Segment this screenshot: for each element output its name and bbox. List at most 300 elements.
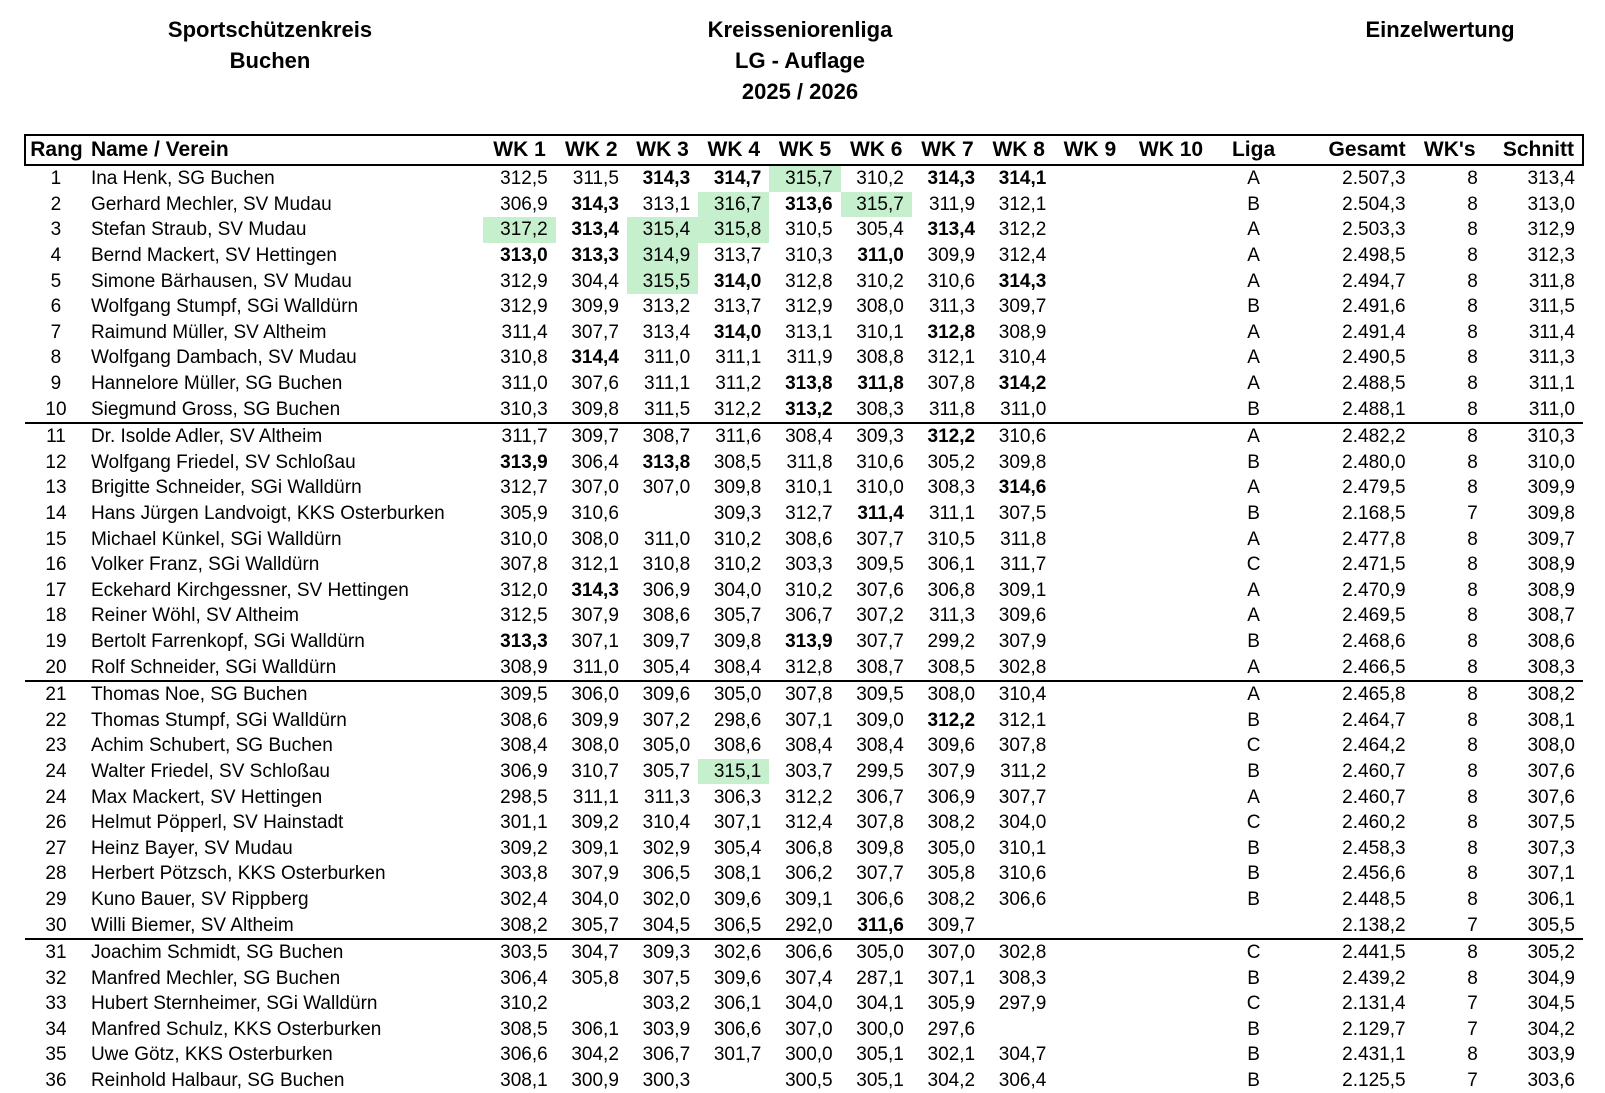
wk1-cell: 306,6 xyxy=(500,1044,548,1066)
wk8-cell: 309,1 xyxy=(998,579,1047,601)
wk9-cell xyxy=(1054,320,1125,346)
name-cell: Joachim Schmidt, SG Buchen xyxy=(87,939,483,966)
wk6-cell: 307,7 xyxy=(856,630,904,652)
wk8-cell: 310,6 xyxy=(983,423,1054,450)
wk3-cell: 310,8 xyxy=(642,554,691,576)
wk2-cell: 308,0 xyxy=(571,528,619,550)
liga-cell: B xyxy=(1247,967,1260,989)
table-row xyxy=(25,939,1583,966)
wk10-cell xyxy=(1126,733,1217,759)
rang-cell: 18 xyxy=(45,605,67,627)
header-left-line-2: Buchen xyxy=(229,48,311,73)
wk5-cell: 312,8 xyxy=(785,270,833,292)
wk6-cell: 305,1 xyxy=(856,1070,904,1092)
wk10-cell xyxy=(1126,396,1217,423)
wk7-cell: 307,1 xyxy=(927,967,976,989)
wk4-cell: 313,7 xyxy=(713,245,762,267)
name-cell: Heinz Bayer, SV Mudau xyxy=(90,837,293,859)
liga-cell xyxy=(1216,912,1290,939)
wk10-cell xyxy=(1126,371,1217,397)
wk7-cell: 311,3 xyxy=(928,605,976,627)
wk7-cell: 311,3 xyxy=(928,296,976,318)
wk2-cell: 309,7 xyxy=(556,423,627,450)
header-center-line-3: 2025 / 2026 xyxy=(741,79,859,104)
wk5-cell: 312,2 xyxy=(785,786,833,808)
liga-cell: B xyxy=(1247,709,1260,731)
wk2-cell: 314,3 xyxy=(571,193,619,215)
table-row xyxy=(25,759,1583,785)
rang-cell: 23 xyxy=(45,735,67,757)
schnitt-cell: 308,6 xyxy=(1527,630,1575,652)
rang-cell: 11 xyxy=(25,423,87,450)
wk2-cell: 304,2 xyxy=(571,1044,619,1066)
wk3-cell: 315,4 xyxy=(627,217,698,243)
liga-cell: B xyxy=(1247,760,1260,782)
table-row xyxy=(25,681,1583,708)
wk5-cell: 308,4 xyxy=(785,735,833,757)
name-cell: Achim Schubert, SG Buchen xyxy=(90,735,333,757)
wk10-cell xyxy=(1126,526,1217,552)
wk3-cell: 311,0 xyxy=(644,528,691,550)
wk1-cell: 313,9 xyxy=(500,451,548,473)
wk1-cell: 310,3 xyxy=(500,398,548,420)
wk6-cell: 307,7 xyxy=(856,863,904,885)
wk10-cell xyxy=(1126,423,1217,450)
wk3-cell: 305,4 xyxy=(642,656,691,678)
wk7-cell: 310,6 xyxy=(927,270,976,292)
wk9-cell xyxy=(1054,784,1125,810)
wk8-cell: 314,2 xyxy=(998,373,1047,395)
wk4-cell: 315,1 xyxy=(698,759,769,785)
wk3-cell: 300,3 xyxy=(642,1070,691,1092)
table-row xyxy=(25,707,1583,733)
wk5-cell: 312,4 xyxy=(785,812,833,834)
liga-cell: B xyxy=(1247,630,1260,652)
wk3-cell: 314,3 xyxy=(642,168,691,190)
wk2-cell: 311,1 xyxy=(572,786,619,808)
wk4-cell: 314,0 xyxy=(713,321,762,343)
wk9-cell xyxy=(1054,501,1125,527)
gesamt-cell: 2.469,5 xyxy=(1342,605,1406,627)
col-header-wk5: WK 5 xyxy=(769,135,840,165)
table-row xyxy=(25,396,1583,423)
rang-cell: 20 xyxy=(45,656,67,678)
wk7-cell: 308,5 xyxy=(927,656,976,678)
table-row xyxy=(25,991,1583,1017)
name-cell: Hubert Sternheimer, SGi Walldürn xyxy=(90,993,378,1015)
wk9-cell xyxy=(1054,991,1125,1017)
wk8-cell: 307,5 xyxy=(998,503,1047,525)
table-row xyxy=(25,861,1583,887)
schnitt-cell: 312,3 xyxy=(1527,245,1575,267)
wk8-cell: 312,1 xyxy=(998,193,1047,215)
wk8-cell: 308,9 xyxy=(998,321,1047,343)
col-header-wk7: WK 7 xyxy=(912,135,983,165)
wk7-cell: 308,0 xyxy=(912,681,983,708)
wk9-cell xyxy=(1054,243,1125,269)
table-row xyxy=(25,320,1583,346)
table-row xyxy=(25,294,1583,320)
name-cell: Volker Franz, SGi Walldürn xyxy=(90,554,320,576)
wk8-cell: 310,1 xyxy=(998,837,1047,859)
wk10-cell xyxy=(1126,501,1217,527)
wk6-cell: 307,6 xyxy=(856,579,904,601)
wk7-cell: 308,2 xyxy=(927,812,976,834)
wks-cell: 8 xyxy=(1414,423,1486,450)
rang-cell: 6 xyxy=(50,296,62,318)
wk1-cell: 309,5 xyxy=(483,681,555,708)
name-cell: Simone Bärhausen, SV Mudau xyxy=(90,270,352,292)
liga-cell: B xyxy=(1247,193,1260,215)
wk3-cell: 311,5 xyxy=(644,398,691,420)
wk2-cell: 307,7 xyxy=(571,321,619,343)
wk2-cell: 307,9 xyxy=(571,605,619,627)
liga-cell: B xyxy=(1247,503,1260,525)
wk4-cell: 309,6 xyxy=(713,888,762,910)
wks-cell: 7 xyxy=(1467,1018,1478,1040)
gesamt-cell: 2.448,5 xyxy=(1342,888,1406,910)
wk1-cell: 308,1 xyxy=(500,1070,548,1092)
table-row xyxy=(25,371,1583,397)
wk5-cell: 303,7 xyxy=(785,760,833,782)
wk9-cell xyxy=(1054,371,1125,397)
wk8-cell: 310,6 xyxy=(998,863,1047,885)
wks-cell: 8 xyxy=(1414,939,1486,966)
wk6-cell: 307,7 xyxy=(856,528,904,550)
rang-cell: 29 xyxy=(45,888,67,910)
wk7-cell: 312,2 xyxy=(927,709,976,731)
wk8-cell: 302,8 xyxy=(998,656,1047,678)
schnitt-cell: 313,0 xyxy=(1527,193,1575,215)
wk1-cell: 310,0 xyxy=(500,528,548,550)
wks-cell: 8 xyxy=(1467,347,1478,369)
wk2-cell: 310,6 xyxy=(571,503,619,525)
table-row xyxy=(25,526,1583,552)
wk10-cell xyxy=(1126,320,1217,346)
liga-cell: A xyxy=(1247,605,1260,627)
wk2-cell: 309,8 xyxy=(571,398,619,420)
wks-cell: 8 xyxy=(1467,863,1478,885)
wk9-cell xyxy=(1054,450,1125,476)
wk5-cell: 312,8 xyxy=(785,656,833,678)
wk6-cell: 310,1 xyxy=(856,321,904,343)
wk8-cell: 310,4 xyxy=(998,347,1047,369)
wk10-cell xyxy=(1126,1068,1217,1093)
wk9-cell xyxy=(1054,707,1125,733)
wk4-cell: 306,3 xyxy=(713,786,762,808)
wk3-cell: 306,9 xyxy=(642,579,691,601)
wk2-cell: 305,8 xyxy=(571,967,619,989)
wk9-cell xyxy=(1054,345,1125,371)
wk8-cell: 314,6 xyxy=(998,477,1047,499)
wk3-cell: 307,5 xyxy=(642,967,691,989)
wk5-cell: 313,1 xyxy=(785,321,833,343)
gesamt-cell: 2.465,8 xyxy=(1291,681,1414,708)
col-header-wk2: WK 2 xyxy=(556,135,627,165)
wk5-cell: 304,0 xyxy=(785,993,833,1015)
wk5-cell: 307,8 xyxy=(769,681,840,708)
name-cell: Rolf Schneider, SGi Walldürn xyxy=(90,656,337,678)
wk5-cell: 308,4 xyxy=(769,423,840,450)
wk6-cell: 308,8 xyxy=(856,347,904,369)
wk1-cell: 308,4 xyxy=(500,735,548,757)
liga-cell: A xyxy=(1247,168,1260,190)
standings-table xyxy=(24,134,1584,1093)
wk8-cell: 312,4 xyxy=(998,245,1047,267)
liga-cell: A xyxy=(1216,681,1290,708)
schnitt-cell: 303,6 xyxy=(1527,1070,1575,1092)
wk1-cell: 302,4 xyxy=(500,888,548,910)
wk7-cell: 313,4 xyxy=(927,219,976,241)
wk8-cell: 312,1 xyxy=(998,709,1047,731)
name-cell: Thomas Stumpf, SGi Walldürn xyxy=(90,709,347,731)
wk10-cell xyxy=(1126,450,1217,476)
wk1-cell: 308,5 xyxy=(500,1018,548,1040)
header-right xyxy=(1330,14,1550,45)
rang-cell: 15 xyxy=(45,528,67,550)
header-row xyxy=(25,135,1583,165)
rang-cell: 28 xyxy=(45,863,67,885)
wks-cell: 7 xyxy=(1467,914,1478,936)
wk2-cell: 307,9 xyxy=(571,863,619,885)
wk2-cell: 307,1 xyxy=(571,630,619,652)
wk7-cell: 299,2 xyxy=(927,630,976,652)
wk9-cell xyxy=(1054,861,1125,887)
table-row xyxy=(25,243,1583,269)
table-row xyxy=(25,268,1583,294)
schnitt-cell: 311,1 xyxy=(1528,373,1575,395)
wk10-cell xyxy=(1126,707,1217,733)
wks-cell: 8 xyxy=(1467,1044,1478,1066)
rang-cell: 35 xyxy=(45,1044,67,1066)
gesamt-cell: 2.490,5 xyxy=(1342,347,1406,369)
wk6-cell: 309,5 xyxy=(841,681,912,708)
liga-cell: B xyxy=(1247,1044,1260,1066)
liga-cell: A xyxy=(1247,786,1260,808)
name-cell: Willi Biemer, SV Altheim xyxy=(90,914,294,936)
schnitt-cell: 309,8 xyxy=(1527,503,1575,525)
table-row xyxy=(25,912,1583,939)
wk8-cell: 311,7 xyxy=(1000,554,1047,576)
wk7-cell: 307,0 xyxy=(912,939,983,966)
wks-cell: 8 xyxy=(1467,967,1478,989)
wk5-cell: 310,2 xyxy=(785,579,833,601)
wks-cell: 8 xyxy=(1467,398,1478,420)
wk7-cell: 311,9 xyxy=(928,193,976,215)
wk1-cell: 310,2 xyxy=(500,993,548,1015)
wks-cell: 8 xyxy=(1467,451,1478,473)
schnitt-cell: 311,4 xyxy=(1528,321,1575,343)
table-row xyxy=(25,810,1583,836)
wk1-cell: 313,3 xyxy=(500,630,548,652)
wk3-cell: 315,5 xyxy=(627,268,698,294)
rang-cell: 27 xyxy=(45,837,67,859)
wk2-cell xyxy=(556,991,627,1017)
wk4-cell: 309,8 xyxy=(713,477,762,499)
wk6-cell: 305,1 xyxy=(856,1044,904,1066)
wk6-cell: 310,2 xyxy=(856,168,904,190)
schnitt-cell: 308,1 xyxy=(1527,709,1575,731)
name-cell: Bernd Mackert, SV Hettingen xyxy=(90,245,338,267)
wk1-cell: 312,5 xyxy=(500,168,548,190)
wk10-cell xyxy=(1126,192,1217,218)
wk3-cell: 313,8 xyxy=(642,451,691,473)
wk10-cell xyxy=(1126,268,1217,294)
wk9-cell xyxy=(1054,759,1125,785)
wk6-cell: 315,7 xyxy=(841,192,912,218)
table-row xyxy=(25,1017,1583,1043)
wk4-cell: 309,6 xyxy=(713,967,762,989)
wk10-cell xyxy=(1126,294,1217,320)
name-cell: Hans Jürgen Landvoigt, KKS Osterburken xyxy=(90,503,445,525)
schnitt-cell: 308,9 xyxy=(1527,579,1575,601)
wk8-cell: 308,3 xyxy=(998,967,1047,989)
liga-cell: A xyxy=(1216,423,1290,450)
wks-cell: 7 xyxy=(1467,503,1478,525)
liga-cell: C xyxy=(1246,812,1261,834)
wk5-cell: 306,2 xyxy=(785,863,833,885)
wk2-cell: 312,1 xyxy=(571,554,619,576)
schnitt-cell: 309,9 xyxy=(1527,477,1575,499)
wks-cell: 8 xyxy=(1467,219,1478,241)
wk1-cell: 317,2 xyxy=(483,217,555,243)
table-header xyxy=(25,135,1583,165)
rang-cell: 4 xyxy=(50,245,62,267)
wk2-cell: 300,9 xyxy=(571,1070,619,1092)
schnitt-cell: 304,5 xyxy=(1527,993,1575,1015)
wk1-cell: 306,4 xyxy=(500,967,548,989)
schnitt-cell: 311,5 xyxy=(1528,296,1575,318)
header-right-line-1: Einzelwertung xyxy=(1365,17,1515,42)
wks-cell: 8 xyxy=(1467,554,1478,576)
wk9-cell xyxy=(1054,835,1125,861)
rang-cell: 10 xyxy=(45,398,67,420)
schnitt-cell: 309,7 xyxy=(1527,528,1575,550)
name-cell: Reiner Wöhl, SV Altheim xyxy=(90,605,299,627)
rang-cell: 24 xyxy=(45,786,67,808)
wk4-cell: 306,6 xyxy=(713,1018,762,1040)
wk3-cell: 305,0 xyxy=(642,735,691,757)
name-cell: Eckehard Kirchgessner, SV Hettingen xyxy=(90,579,409,601)
name-cell: Gerhard Mechler, SV Mudau xyxy=(90,193,332,215)
table-row xyxy=(25,192,1583,218)
wks-cell: 8 xyxy=(1467,296,1478,318)
wks-cell: 8 xyxy=(1467,270,1478,292)
gesamt-cell: 2.470,9 xyxy=(1342,579,1406,601)
wk8-cell: 311,2 xyxy=(1000,760,1047,782)
wk6-cell: 307,8 xyxy=(856,812,904,834)
wk7-cell: 304,2 xyxy=(927,1070,976,1092)
table-row xyxy=(25,578,1583,604)
wk2-cell: 311,0 xyxy=(572,656,619,678)
wk6-cell: 306,6 xyxy=(856,888,904,910)
wk10-cell xyxy=(1126,810,1217,836)
rang-cell: 34 xyxy=(45,1018,67,1040)
rang-cell: 9 xyxy=(50,373,62,395)
wk9-cell xyxy=(1054,475,1125,501)
name-cell: Siegmund Gross, SG Buchen xyxy=(90,398,341,420)
wk5-cell: 292,0 xyxy=(785,914,833,936)
schnitt-cell: 304,2 xyxy=(1527,1018,1575,1040)
wk5-cell: 306,7 xyxy=(785,605,833,627)
wk8-cell xyxy=(983,912,1054,939)
schnitt-cell: 306,1 xyxy=(1527,888,1575,910)
name-cell: Stefan Straub, SV Mudau xyxy=(90,219,307,241)
name-cell: Brigitte Schneider, SGi Walldürn xyxy=(90,477,362,499)
header-center-line-1: Kreisseniorenliga xyxy=(707,17,893,42)
wk8-cell: 304,7 xyxy=(998,1044,1047,1066)
wk8-cell: 309,8 xyxy=(998,451,1047,473)
schnitt-cell: 308,7 xyxy=(1527,605,1575,627)
liga-cell: A xyxy=(1247,270,1260,292)
wks-cell: 8 xyxy=(1467,528,1478,550)
wk5-cell: 310,5 xyxy=(785,219,833,241)
col-header-schnitt: Schnitt xyxy=(1486,135,1583,165)
wk8-cell: 312,2 xyxy=(998,219,1047,241)
wks-cell: 8 xyxy=(1467,373,1478,395)
gesamt-cell: 2.458,3 xyxy=(1342,837,1406,859)
wk3-cell: 303,2 xyxy=(642,993,691,1015)
table-row xyxy=(25,1068,1583,1093)
wks-cell: 8 xyxy=(1467,477,1478,499)
wk6-cell: 305,0 xyxy=(841,939,912,966)
liga-cell: C xyxy=(1246,735,1261,757)
wk9-cell xyxy=(1054,526,1125,552)
wk5-cell: 307,0 xyxy=(785,1018,833,1040)
wk5-cell: 308,6 xyxy=(785,528,833,550)
name-cell: Helmut Pöpperl, SV Hainstadt xyxy=(90,812,344,834)
schnitt-cell: 308,9 xyxy=(1527,554,1575,576)
wks-cell: 8 xyxy=(1467,786,1478,808)
header-center xyxy=(640,14,960,107)
col-header-wk6: WK 6 xyxy=(841,135,912,165)
wk4-cell: 308,4 xyxy=(713,656,762,678)
wk2-cell: 309,9 xyxy=(571,709,619,731)
wk9-cell xyxy=(1054,887,1125,913)
wk10-cell xyxy=(1126,475,1217,501)
name-cell: Wolfgang Friedel, SV Schloßau xyxy=(90,451,356,473)
wk10-cell xyxy=(1126,629,1217,655)
col-header-wk1: WK 1 xyxy=(483,135,555,165)
wk9-cell xyxy=(1054,165,1125,192)
gesamt-cell: 2.494,7 xyxy=(1342,270,1406,292)
wk1-cell: 312,9 xyxy=(500,296,548,318)
wk6-cell: 299,5 xyxy=(856,760,904,782)
gesamt-cell: 2.498,5 xyxy=(1342,245,1406,267)
wks-cell: 8 xyxy=(1467,760,1478,782)
wk9-cell xyxy=(1054,603,1125,629)
wk2-cell: 304,4 xyxy=(571,270,619,292)
gesamt-cell: 2.482,2 xyxy=(1291,423,1414,450)
table-row xyxy=(25,165,1583,192)
table-row xyxy=(25,423,1583,450)
wk7-cell: 307,9 xyxy=(927,760,976,782)
wk3-cell: 308,6 xyxy=(642,605,691,627)
wk3-cell: 313,2 xyxy=(642,296,691,318)
wk4-cell: 310,2 xyxy=(713,528,762,550)
wk5-cell: 309,1 xyxy=(785,888,833,910)
wk4-cell: 308,6 xyxy=(713,735,762,757)
wk10-cell xyxy=(1126,681,1217,708)
wks-cell: 8 xyxy=(1467,656,1478,678)
standings-table-wrapper xyxy=(24,134,1584,1093)
wk7-cell: 309,6 xyxy=(927,735,976,757)
wk1-cell: 307,8 xyxy=(500,554,548,576)
wk4-cell: 311,6 xyxy=(698,423,769,450)
gesamt-cell: 2.431,1 xyxy=(1342,1044,1406,1066)
rang-cell: 3 xyxy=(50,219,62,241)
schnitt-cell: 307,1 xyxy=(1527,863,1575,885)
